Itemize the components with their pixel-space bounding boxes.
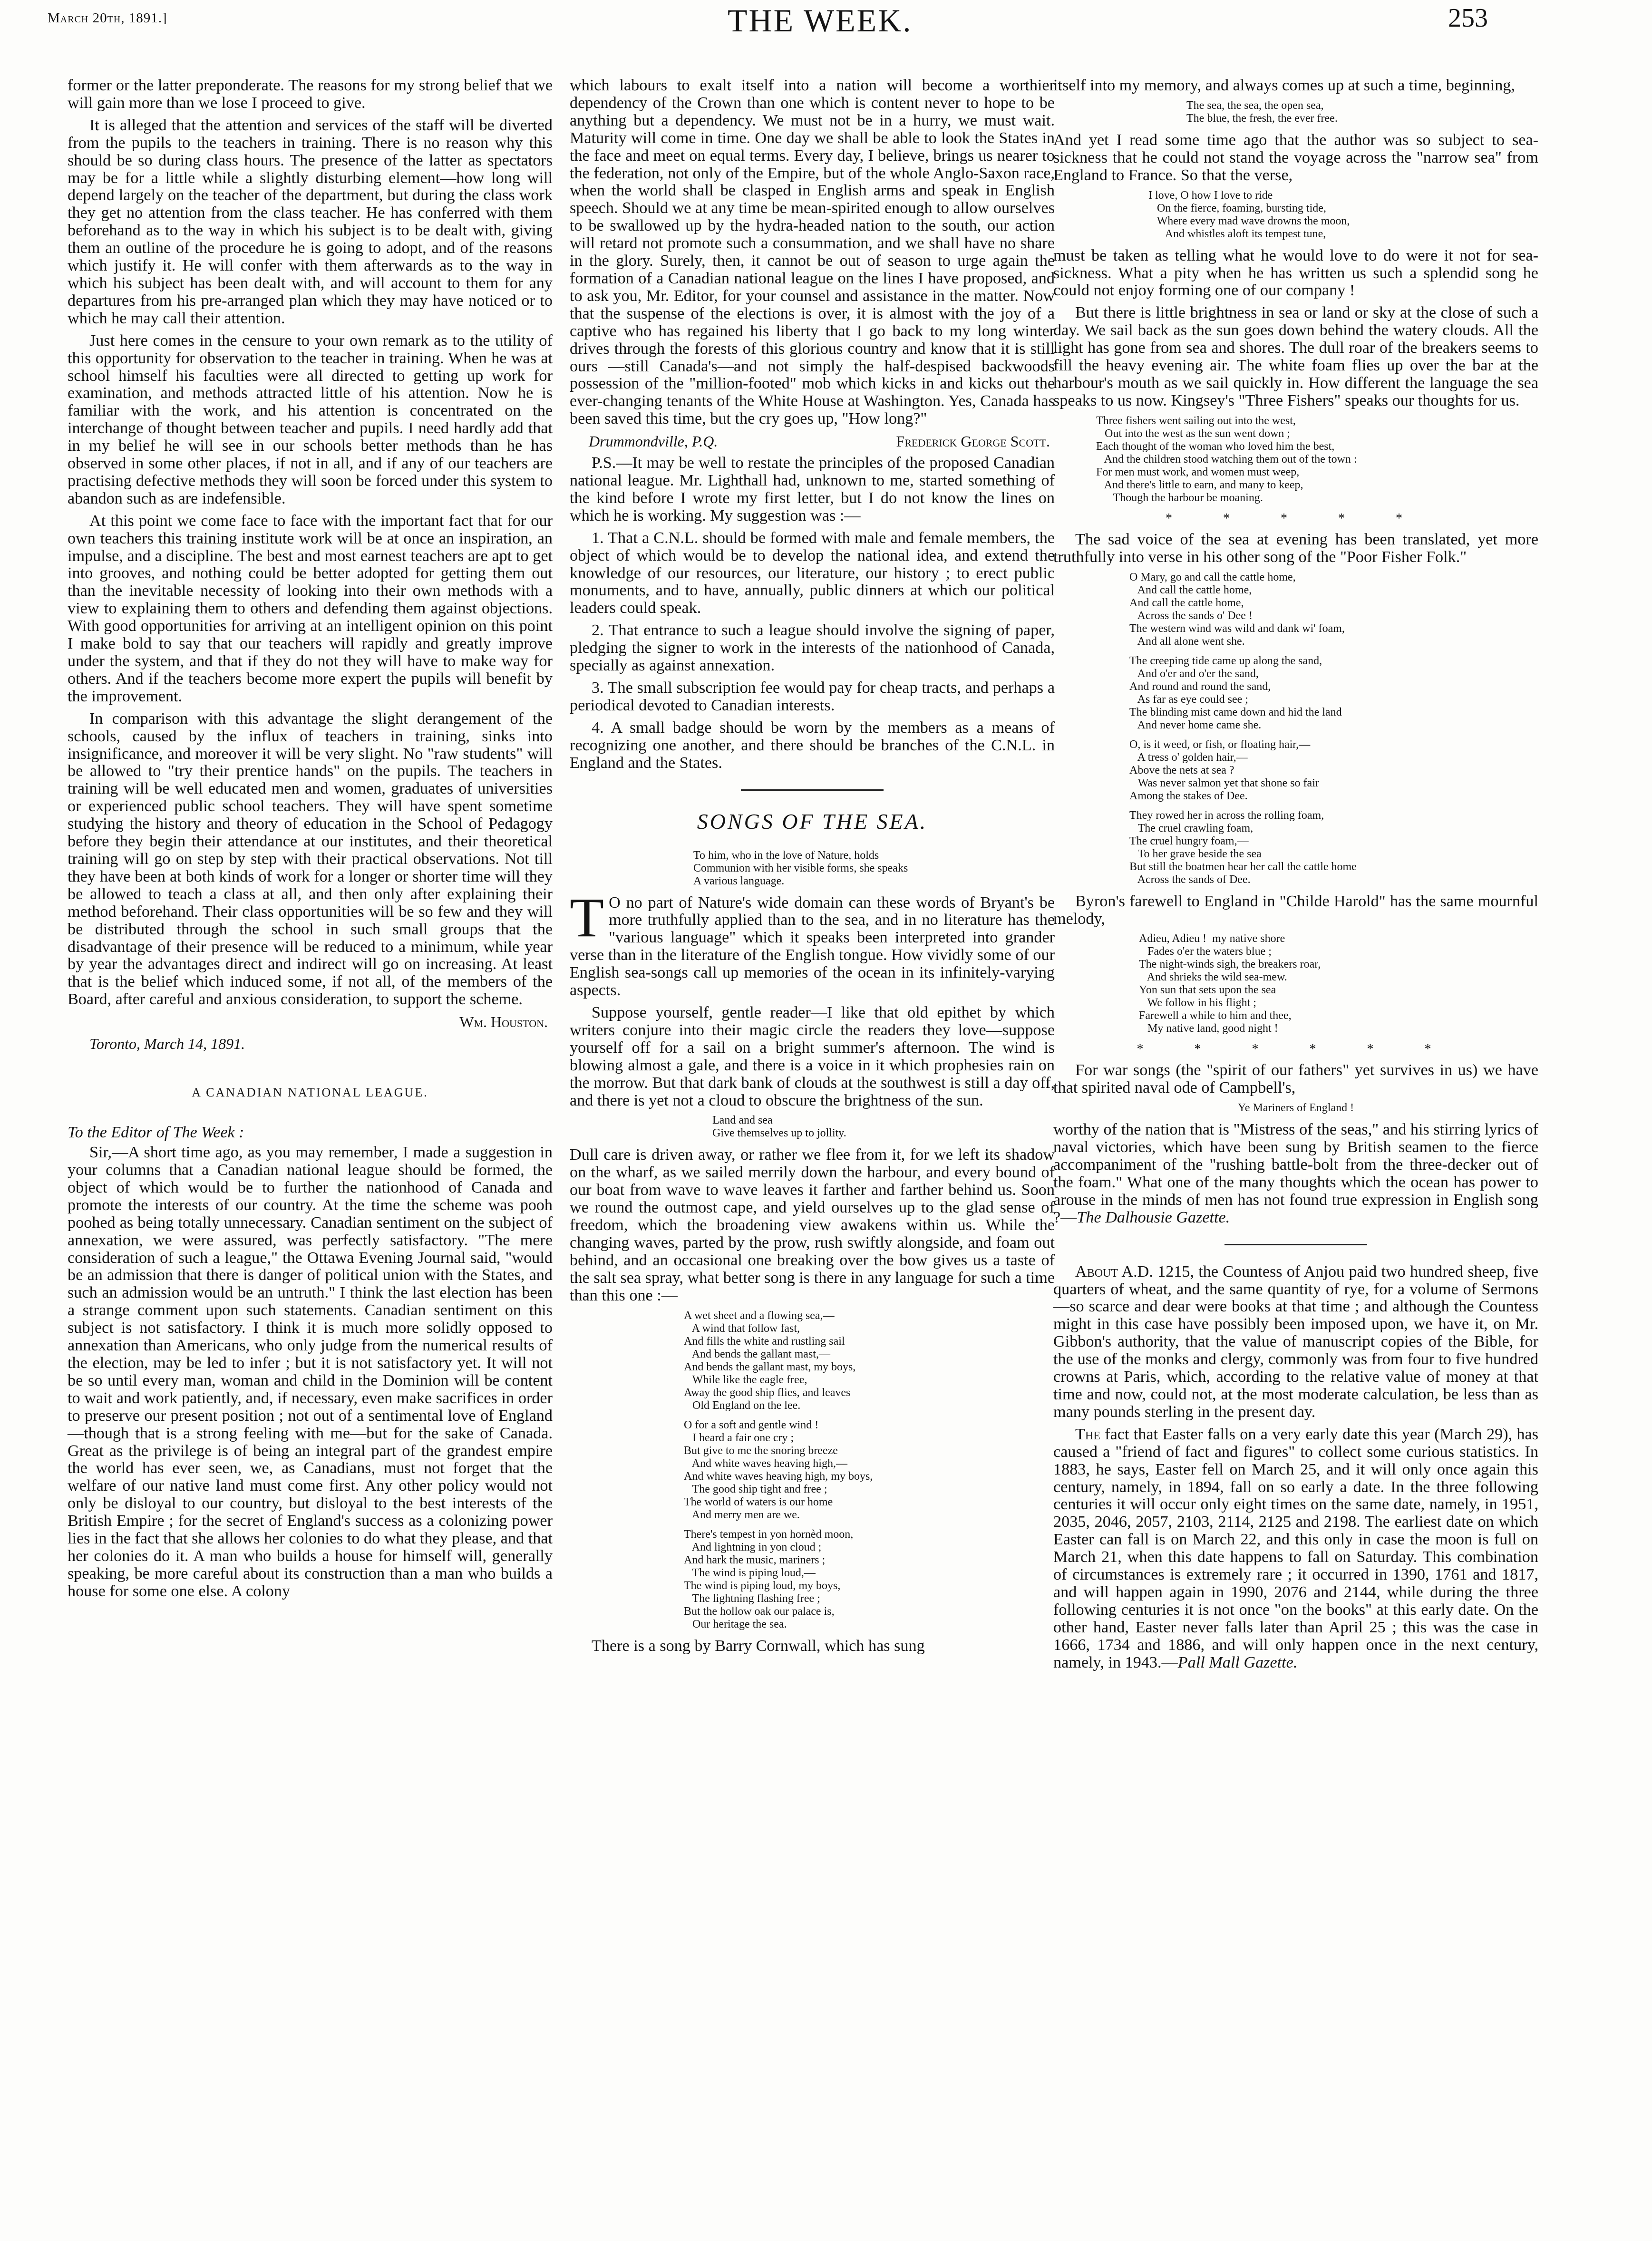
verse-line: And bends the gallant mast,— <box>684 1348 830 1360</box>
verse-line: And fills the white and rustling sail <box>684 1335 845 1348</box>
verse-line: Across the sands of Dee. <box>1129 873 1251 886</box>
verse-line: Our heritage the sea. <box>684 1618 787 1630</box>
paragraph: Sir,—A short time ago, as you may remember, I made a suggestion in your columns that a Canadian national league should be formed, the object of which would be to further the nationhood of Canada and promote the interests of our country. At the time the scheme was pooh poohed as being totally unnecessary. Canadian sentiment on the subject of annexation, we were assured, was perfectly satisfactory. "The mere consideration of such a league," the Ottawa Evening Journal said, "would be an admission that there is danger of political union with the States, and such an admission would be an untruth." I think the last election has been a strange comment upon such statements. Canadian sentiment on this subject is not satisfactory. I think it is much more solidly opposed to annexation than Americans, who only judge from the numerical results of the election, may be led to infer ; but it is not satisfactory yet. It will not be so until every man, woman and child in the Dominion will be content to wait and work patiently, and, if necessary, even make sacrifices in order to preserve our present position ; not out of a sentimental love of England—though that is a strong feeling with me—but for the sake of Canada. Great as the privilege is of being an integral part of the grandest empire the world has ever seen, we, as Canadians, must not forget that the welfare of our native land must come first. Any other policy would not only be disloyal to our country, but disloyal to the best interests of the British Empire ; for the secret of England's success as a colonizing power lies in the fact that she allows her colonies to do what they please, and that her colonies do it. A man who builds a house for himself will, generally speaking, be more careful about its construction than a man who builds a house for some one else. A colony <box>68 1144 553 1600</box>
verse-line: The wind is piping loud,— <box>684 1566 816 1579</box>
signature <box>570 433 1055 450</box>
paragraph: At this point we come face to face with the important fact that for our own teachers this training institute work will be at once an inspiration, an impulse, and a discipline. The best and most earnest teachers are apt to get into grooves, and nothing could be better adopted for getting them out than the inevitable necessity of looking into their own methods with a view to explaining them to others and defending them against objections. With good opportunities for arriving at an intelligent opinion on this point I make bold to say that our teachers will rapidly and greatly improve under the system, and that if they do not they will have to make way for others. And if the teachers become more expert the pupils will benefit by the improvement. <box>68 512 553 705</box>
verse-line: A tress o' golden hair,— <box>1129 751 1248 764</box>
verse-line: And whistles aloft its tempest tune, <box>1148 227 1326 240</box>
signature-place: Drummondville, P.Q. <box>589 433 718 450</box>
paragraph <box>570 886 1055 999</box>
verse-line: And call the cattle home, <box>1129 596 1244 609</box>
verse-line: Give themselves up to jollity. <box>712 1127 846 1140</box>
verse <box>1053 809 1538 886</box>
verse-line: The blinding mist came down and hid the land <box>1129 706 1342 718</box>
paragraph: Suppose yourself, gentle reader—I like that old epithet by which writers conjure into their magic circle the readers they love—suppose yourself off for a sail on a bright summer's afternoon. The wind is blowing almost a gale, and there is a voice in it which prophesies rain on the morrow. But that dark bank of clouds at the southwest is still a day off, and there is yet not a cloud to obscure the brightness of the sun. <box>570 1003 1055 1109</box>
salutation: To the Editor of The Week : <box>68 1124 244 1142</box>
paragraph-text: O no part of Nature's wide domain can these words of Bryant's be more truthfully applied than to the sea, and in no literature has the "various language" which it speaks been interpreted into grander verse than in the literature of the English tongue. How vividly some of our English sea-songs call up memories of the ocean in its infinitely-varying aspects. <box>570 893 1055 999</box>
paragraph: It is alleged that the attention and services of the staff will be diverted from the pupils to the teachers in training. There is no reason why this should be so during class hours. The presence of the latter as spectators may be for a little while a slightly disturbing element—how long will depend largely on the teacher of the department, but during the class work they get no attention from the class teacher. He has conferred with them beforehand as to the way in which his subject is to be dealt with, giving them an outline of the procedure he is going to adopt, and of the reasons which justify it. He will confer with them afterwards as to the way in which his subject has been dealt with, and will account to them for any departures from his pre-arranged plan which they may have noticed or to which he may call their attention. <box>68 116 553 327</box>
paragraph: In comparison with this advantage the slight derangement of the schools, caused by the influx of teachers in training, sinks into insignificance, and moreover it will be very slight. No "raw students" will be allowed to "try their prentice hands" on the pupils. The teachers in training will be well educated men and women, graduates of universities or experienced public school teachers. They will have spent sometime studying the history and theory of education in the School of Pedagogy before they begin their attendance at our institutes, and their theoretical training will go on step by step with their practical observations. Not till they have been at both kinds of work for a longer or shorter time will they be allowed to teach a class at all, and then only after explaining their method beforehand. Their class opportunities will be so few and they will be distributed through the school in such small groups that the disadvantage of their presence will be reduced to a minimum, while year by year the advantages direct and indirect will go on increasing. At least that is the belief which induced some, if not all, of the members of the Board, after careful and anxious consideration, to support the scheme. <box>68 709 553 1009</box>
verse-line: And hark the music, mariners ; <box>684 1553 826 1566</box>
verse-line: Three fishers went sailing out into the west, <box>1096 414 1296 427</box>
verse-line: Communion with her visible forms, she speaks <box>693 862 908 874</box>
verse-line: O for a soft and gentle wind ! <box>684 1418 819 1431</box>
verse-line: The cruel hungry foam,— <box>1129 834 1249 847</box>
journal-title: THE WEEK. <box>728 2 913 39</box>
paragraph: But there is little brightness in sea or land or sky at the close of such a day. We sail back as the sun goes down behind the watery clouds. All the light has gone from sea and shores. The dull roar of the breakers seems to fill the heavy evening air. The white foam flies up over the bar at the harbour's mouth as we sail quickly in. How different the language the sea speaks to us now. Kingsey's "Three Fishers" speaks our thoughts for us. <box>1053 304 1538 409</box>
verse-line: The night-winds sigh, the breakers roar, <box>1139 958 1321 971</box>
verse-line: Out into the west as the sun went down ; <box>1096 427 1290 440</box>
page-header <box>48 0 1522 43</box>
article-heading: A CANADIAN NATIONAL LEAGUE. <box>192 1086 428 1100</box>
verse-line: And shrieks the wild sea-mew. <box>1139 971 1287 984</box>
verse-line: But the hollow oak our palace is, <box>684 1605 835 1618</box>
divider <box>741 789 884 791</box>
verse <box>1053 99 1538 125</box>
verse-line: But give to me the snoring breeze <box>684 1444 838 1457</box>
paragraph <box>1053 1426 1538 1672</box>
verse-line: A various language. <box>693 874 785 887</box>
paragraph: The sad voice of the sea at evening has been translated, yet more truthfully into verse in his other song of the "Poor Fisher Folk." <box>1053 530 1538 566</box>
verse-line: And bends the gallant mast, my boys, <box>684 1360 856 1373</box>
issue-date: March 20th, 1891.] <box>48 10 167 26</box>
verse-line: Above the nets at sea ? <box>1129 764 1234 776</box>
verse <box>570 1528 1055 1631</box>
verse-line: A wet sheet and a flowing sea,— <box>684 1309 835 1322</box>
paragraph: 4. A small badge should be worn by the members as a means of recognizing one another, and there should be branches of the C.N.L. in England and the States. <box>570 718 1055 772</box>
verse-line: Though the harbour be moaning. <box>1096 491 1263 504</box>
verse-line: To her grave beside the sea <box>1129 847 1262 860</box>
verse-line: To him, who in the love of Nature, holds <box>693 849 879 862</box>
paragraph: Dull care is driven away, or rather we flee from it, for we left its shadow on the wharf, as we sailed merrily down the harbour, and every bound of our boat from wave to wave leaves it farther and farther behind us. Soon we round the outmost cape, and yield ourselves up to the glad sense of freedom, which the broadening view awakens within us. While the changing waves, parted by the prow, rush swiftly alongside, and foam out behind, and an occasional one breaking over the bow gives us a taste of the salt sea spray, what better song is there in any language for such a time than this one :— <box>570 1146 1055 1304</box>
verse-line: Was never salmon yet that shone so fair <box>1129 776 1319 789</box>
verse-line: Ye Mariners of England ! <box>1237 1102 1354 1115</box>
lead-word: The <box>1075 1425 1100 1443</box>
drop-cap: T <box>570 886 604 949</box>
verse-line: Old England on the lee. <box>684 1399 801 1412</box>
verse-line: The blue, the fresh, the ever free. <box>1186 112 1338 125</box>
verse-line: The world of waters is our home <box>684 1495 833 1508</box>
verse-line: And o'er and o'er the sand, <box>1129 667 1259 680</box>
verse <box>570 1419 1055 1522</box>
verse <box>1053 189 1538 241</box>
verse-line: The sea, the sea, the open sea, <box>1186 99 1324 112</box>
verse-line: And there's little to earn, and many to keep, <box>1096 478 1303 491</box>
verse-line: The creeping tide came up along the sand, <box>1129 654 1322 667</box>
verse <box>1053 738 1538 803</box>
verse-line: But still the boatmen hear her call the cattle home <box>1129 860 1357 873</box>
source-citation: Pall Mall Gazette. <box>1177 1653 1298 1671</box>
verse-line: Each thought of the woman who loved him the best, <box>1096 440 1335 453</box>
section-stars: * * * * * <box>1166 511 1426 526</box>
paragraph: must be taken as telling what he would love to do were it not for sea-sickness. What a pity when he has written us such a splendid song he could not enjoy forming one of our company ! <box>1053 246 1538 300</box>
paragraph-text: fact that Easter falls on a very early date this year (March 29), has caused a "friend of fact and figures" to collect some curious statistics. In 1883, he says, Easter fell on March 25, and it will only once again this century, namely, in 1894, fall on so early a date. In the three following centuries it will occur only eight times on the same date, namely, in 1951, 2035, 2046, 2057, 2103, 2114, 2125 and 2198. The earliest date on which Easter can fall is on March 22, and this only in case the moon is full on March 21, when this date happens to fall on Saturday. This combination of circumstances is extremely rare ; it occurred in 1390, 1761 and 1817, and will happen again in 1990, 2076 and 2144, while during the three following centuries it is not once "on the books" at this early date. On the other hand, Easter never falls later than April 25 ; this was the case in 1666, 1734 and 1886, and will only happen once in the next century, namely, in 1943.— <box>1053 1425 1539 1671</box>
epigraph <box>570 849 1055 888</box>
dateline: Toronto, March 14, 1891. <box>89 1035 245 1053</box>
verse-line: Away the good ship flies, and leaves <box>684 1386 851 1399</box>
verse-line: And white waves heaving high, my boys, <box>684 1470 873 1483</box>
verse-line: As far as eye could see ; <box>1129 693 1248 706</box>
column-2 <box>570 77 1055 1659</box>
paragraph <box>1053 1121 1538 1226</box>
verse-line: The good ship tight and free ; <box>684 1483 827 1495</box>
verse-line: I heard a fair one cry ; <box>684 1431 794 1444</box>
verse-line: Among the stakes of Dee. <box>1129 789 1248 802</box>
section-stars: * * * * * * <box>1137 1042 1455 1057</box>
verse-line: Fades o'er the waters blue ; <box>1139 945 1272 958</box>
verse-line: The lightning flashing free ; <box>684 1592 820 1605</box>
verse-line: On the fierce, foaming, bursting tide, <box>1148 202 1326 214</box>
paragraph: Just here comes in the censure to your own remark as to the utility of this opportunity for observation to the teacher in training. When he was at school himself his faculties were all directed to getting up work for examination, and methods attracted little of his attention. Now he is familiar with the work, and his attention is concentrated on the interchange of thought between teacher and pupils. I need hardly add that in my belief he will see in our schools better methods than he has observed in some other places, if not in all, and if any of our teachers are practising defective methods they will soon be forced under this system to abandon such as are indefensible. <box>68 331 553 507</box>
verse-line: They rowed her in across the rolling foam, <box>1129 809 1324 822</box>
paragraph-text: A.D. 1215, the Countess of Anjou paid two hundred sheep, five quarters of wheat, and the same quantity of rye, for a volume of Sermons—so scarce and dear were books at that time ; and although the Countess might in this case have possibly been imposed upon, we have it, on Mr. Gibbon's authority, that the value of manuscript copies of the Bible, for the use of the monks and clergy, commonly was from four to five hundred crowns at Paris, which, according to the relative value of money at that time and now, could not, at the most moderate calculation, be less than as many pounds sterling in the present day. <box>1053 1262 1538 1421</box>
divider <box>1224 1244 1367 1245</box>
verse <box>1053 1102 1538 1115</box>
verse-line: My native land, good night ! <box>1139 1022 1278 1035</box>
verse-line: While like the eagle free, <box>684 1373 807 1386</box>
paragraph: Byron's farewell to England in "Childe Harold" has the same mournful melody, <box>1053 892 1538 928</box>
section-title: SONGS OF THE SEA. <box>697 809 928 834</box>
verse <box>1053 415 1538 504</box>
paragraph: 1. That a C.N.L. should be formed with male and female members, the object of which would be to develop the national idea, and extend the knowledge of our resources, our literature, our history ; to erect public monuments, and to have, annually, public dinners at which our political leaders could speak. <box>570 529 1055 617</box>
signature-name: Wm. Houston. <box>459 1013 548 1031</box>
verse-line: And round and round the sand, <box>1129 680 1271 693</box>
verse-line: The western wind was wild and dank wi' foam, <box>1129 622 1345 635</box>
verse-line: O Mary, go and call the cattle home, <box>1129 571 1296 583</box>
verse <box>1053 655 1538 732</box>
verse <box>570 1310 1055 1412</box>
verse-line: And the children stood watching them out of the town : <box>1096 453 1357 466</box>
verse-line: And merry men are we. <box>684 1508 800 1521</box>
verse-line: And all alone went she. <box>1129 635 1245 648</box>
paragraph: former or the latter preponderate. The reasons for my strong belief that we will gain more than we lose I proceed to give. <box>68 77 553 112</box>
paragraph: 3. The small subscription fee would pay for cheap tracts, and perhaps a periodical devoted to Canadian interests. <box>570 679 1055 714</box>
paragraph-text: worthy of the nation that is "Mistress of the seas," and his stirring lyrics of naval victories, which have been sung by British seamen to the fierce accompaniment of the "rushing battle-bolt from the three-decker out of the foam." What one of the many thoughts which the ocean has power to arouse in the minds of men has not found true expression in English song ?— <box>1053 1121 1538 1226</box>
verse-line: There's tempest in yon hornèd moon, <box>684 1528 854 1541</box>
verse-line: The wind is piping loud, my boys, <box>684 1579 841 1592</box>
verse-line: Land and sea <box>712 1114 773 1127</box>
column-3 <box>1053 77 1538 1677</box>
signature <box>68 1013 553 1030</box>
paragraph: which labours to exalt itself into a nation will become a worthier dependency of the Crown than one which is content never to hope to be anything but a dependency. We must not be in a hurry, we must wait. Maturity will come in time. One day we shall be able to look the States in the face and meet on equal terms. Every day, I believe, brings us nearer to the federation, not only of the Empire, but of the whole Anglo-Saxon race, when the world shall be clasped in English arms and speak in English speech. Should we at any time be mean-spirited enough to allow ourselves to be swallowed up by the hydra-headed nation to the south, our action will retard not promote such a consummation, and we shall have no share in the glory. Surely, then, it cannot be out of season to urge again the formation of a Canadian national league on the lines I have proposed, and to ask you, Mr. Editor, for your counsel and assistance in the matter. Now that the suspense of the elections is over, it is almost with the joy of a captive who has regained his liberty that I go back to my long winter drives through the forests of this glorious country and know that it is still ours —still Canada's—and not simply the half-despised backwoods possession of the "million-footed" mob which kicks in and kicks out the ever-changing tenants of the White House at Washington. Yes, Canada has been saved this time, but the cry goes up, "How long?" <box>570 77 1055 428</box>
verse-line: I love, O how I love to ride <box>1148 189 1273 202</box>
verse-line: And white waves heaving high,— <box>684 1457 847 1470</box>
page-number: 253 <box>1448 3 1488 33</box>
verse-line: We follow in his flight ; <box>1139 997 1256 1009</box>
verse-line: Where every mad wave drowns the moon, <box>1148 214 1350 227</box>
verse-line: The cruel crawling foam, <box>1129 822 1254 834</box>
paragraph: There is a song by Barry Cornwall, which has sung <box>592 1637 925 1655</box>
verse <box>570 1114 1055 1140</box>
verse-line: Yon sun that sets upon the sea <box>1139 984 1276 997</box>
verse <box>1053 932 1538 1035</box>
paragraph: And yet I read some time ago that the author was so subject to sea-sickness that he could not stand the voyage across the "narrow sea" from England to France. So that the verse, <box>1053 131 1538 184</box>
paragraph: P.S.—It may be well to restate the principles of the proposed Canadian national league. Mr. Lighthall had, unknown to me, started something of the kind before I wrote my first letter, but I do not know the lines on which he is working. My suggestion was :— <box>570 454 1055 524</box>
verse-line: Adieu, Adieu ! my native shore <box>1139 932 1285 945</box>
paragraph <box>1053 1263 1538 1421</box>
paragraph: For war songs (the "spirit of our fathers" yet survives in us) we have that spirited naval ode of Campbell's, <box>1053 1061 1538 1097</box>
verse-line: And never home came she. <box>1129 718 1262 731</box>
paragraph: itself into my memory, and always comes up at such a time, beginning, <box>1053 77 1515 94</box>
verse-line: O, is it weed, or fish, or floating hair,— <box>1129 738 1311 751</box>
verse-line: And lightning in yon cloud ; <box>684 1541 822 1553</box>
verse-line: A wind that follow fast, <box>684 1322 800 1335</box>
verse-line: For men must work, and women must weep, <box>1096 466 1300 478</box>
signature-name: Frederick George Scott. <box>896 433 1050 450</box>
verse-line: Farewell a while to him and thee, <box>1139 1009 1292 1022</box>
verse <box>1053 571 1538 648</box>
verse-line: Across the sands o' Dee ! <box>1129 609 1253 622</box>
column-1 <box>68 77 553 1605</box>
source-citation: The Dalhousie Gazette. <box>1077 1208 1230 1226</box>
verse-line: And call the cattle home, <box>1129 583 1252 596</box>
lead-word: About <box>1075 1262 1118 1281</box>
paragraph: 2. That entrance to such a league should involve the signing of paper, pledging the signer to work in the interests of the nationhood of Canada, specially as against annexation. <box>570 621 1055 675</box>
